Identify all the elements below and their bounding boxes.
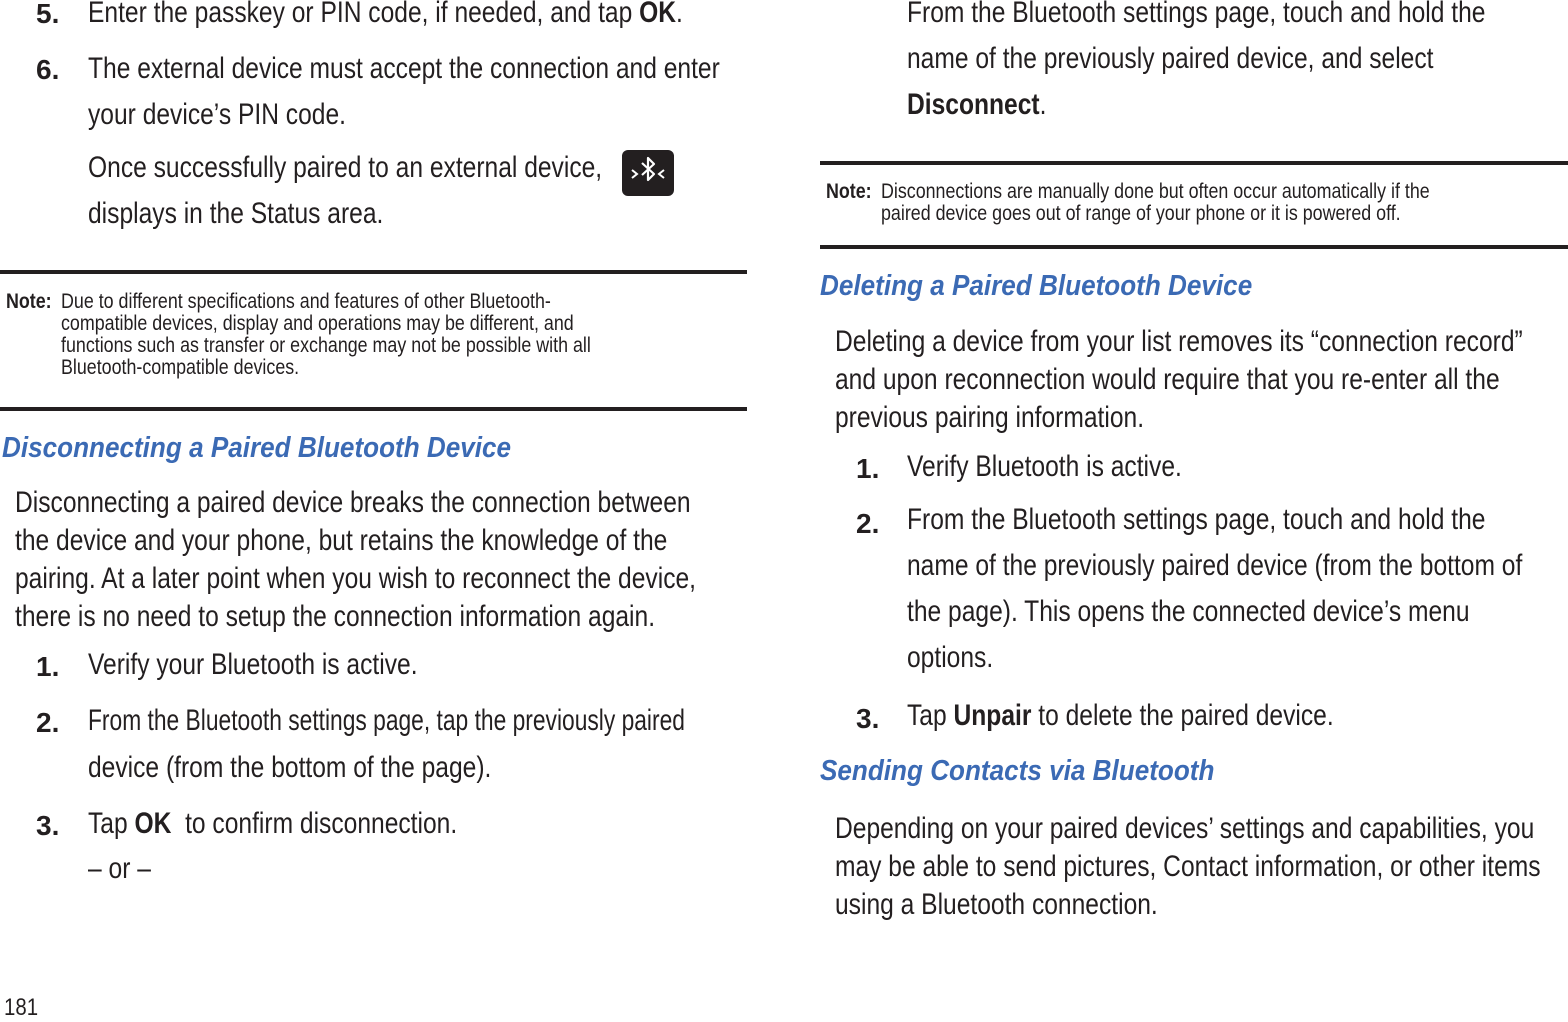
step-text: From the Bluetooth settings page, touch and hold the name of the previously paired device (from the bottom of the page). This opens the connected device’s menu options.: [907, 503, 1523, 674]
section-heading: Sending Contacts via Bluetooth: [820, 755, 1215, 787]
step-number: 2.: [36, 707, 60, 738]
step-number: 3.: [856, 703, 880, 734]
step-text: From the Bluetooth settings page, tap the previously paired: [88, 704, 685, 737]
or-separator: – or –: [88, 852, 151, 885]
step-text: The external device must accept the connection and enter your device’s PIN code.: [88, 52, 720, 131]
step-text: device (from the bottom of the page).: [88, 751, 492, 784]
note-text: Disconnections are manually done but often occur automatically if the paired device goes out of range of your phone or it is powered off.: [881, 180, 1430, 225]
note-top-rule: [820, 161, 1568, 165]
note-label: Note:: [826, 180, 872, 203]
step-number: 1.: [856, 453, 880, 484]
step-text: Tap OK to confirm disconnection.: [88, 807, 458, 840]
step-number: 1.: [36, 651, 60, 682]
step-text: Tap Unpair to delete the paired device.: [907, 699, 1334, 732]
step-number: 5.: [36, 0, 60, 29]
note-label: Note:: [6, 290, 52, 313]
bluetooth-connected-icon: [622, 150, 674, 196]
section-intro: Deleting a device from your list removes its “connection record” and upon reconnection would require that you re-enter all the previous pairing information.: [835, 325, 1523, 434]
step-text: Enter the passkey or PIN code, if needed, and tap OK.: [88, 0, 683, 29]
step-text: Verify your Bluetooth is active.: [88, 648, 418, 681]
section-intro: Disconnecting a paired device breaks the connection between the device and your phone, but retains the knowledge of the pairing. At a later point when you wish to reconnect the device, there is no need to setup the connection information again.: [15, 486, 697, 633]
note-text: Due to different specifications and features of other Bluetooth- compatible devices, display and operations may be different, and functions such as transfer or exchange may not be possible with all Bluetooth-compatible devices.: [61, 290, 591, 379]
note-bottom-rule: [0, 407, 747, 411]
paired-status-text: Once successfully paired to an external device, displays in the Status area.: [88, 151, 603, 230]
step-number: 3.: [36, 810, 60, 841]
step-number: 2.: [856, 508, 880, 539]
step-text: From the Bluetooth settings page, touch and hold the name of the previously paired device, and select Disconnect.: [907, 0, 1486, 121]
step-text: Verify Bluetooth is active.: [907, 450, 1182, 483]
section-heading: Deleting a Paired Bluetooth Device: [820, 270, 1253, 302]
note-top-rule: [0, 270, 747, 274]
step-number: 6.: [36, 54, 60, 85]
page-number: 181: [4, 994, 39, 1021]
section-heading: Disconnecting a Paired Bluetooth Device: [2, 432, 512, 464]
note-bottom-rule: [820, 245, 1568, 249]
section-intro: Depending on your paired devices’ settings and capabilities, you may be able to send pictures, Contact information, or other items using a Bluetooth connection.: [835, 812, 1541, 921]
